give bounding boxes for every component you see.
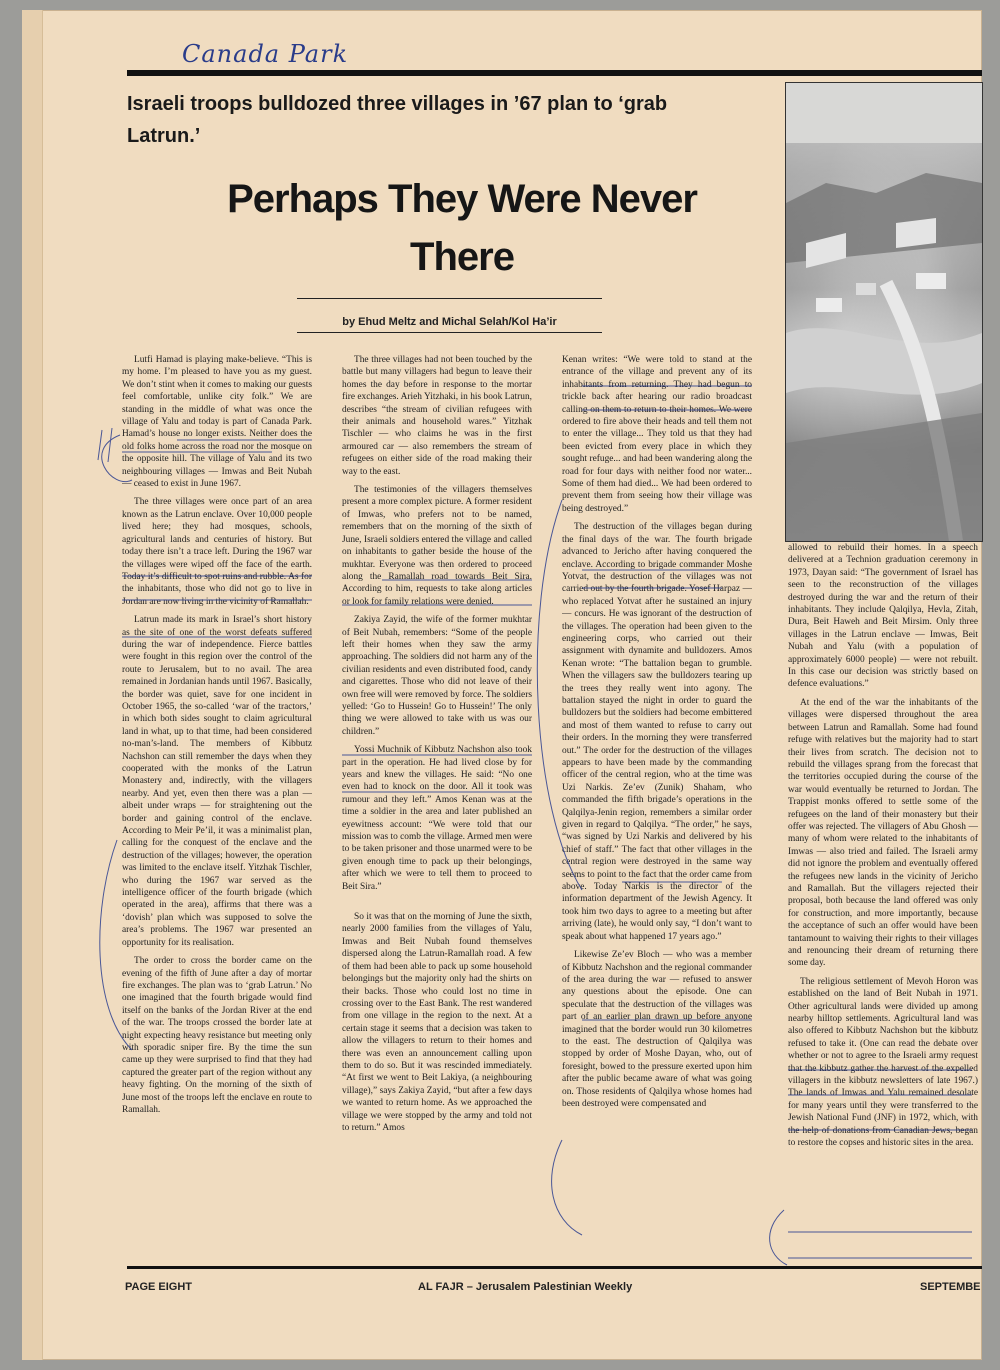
paragraph: Kenan writes: “We were told to stand at the entrance of the village and prevent any of its inhabitants from returning. They had begun to trickle back after hearing our radio broadcast calling on them to return to their homes. We were ordered to fire above their heads and tell them not to enter the village... They told us that they had been evicted from every place in which they sought refuge... and had been wandering along the road for four days with neither food nor water... Some of them had died... We had been ordered to prevent them from seeing how their village was being destroyed.” bbox=[562, 355, 752, 514]
handwritten-note: Canada Park bbox=[182, 40, 349, 68]
bottom-rule bbox=[127, 1266, 982, 1269]
main-headline: Perhaps They Were Never There bbox=[227, 177, 697, 279]
byline-rule-bottom bbox=[297, 332, 602, 333]
article-column-3 bbox=[562, 354, 752, 1274]
footer-page-number: PAGE EIGHT bbox=[125, 1281, 193, 1293]
paragraph: Latrun made its mark in Israel’s short history as the site of one of the worst defeats suffered during the war of independence. Fierce battles were fought in this region over the control of the route to Jerusalem, but to no avail. The area remained in Jordanian hands until 1967. Basically, the border was quiet, save for one incident in October 1965, the so-called ‘war of the tractors,’ in which both sides sought to claim agricultural land in what, up to that time, had been considered no-man’s-land. The members of Kibbutz Nachshon can still remember the days when they cooperated with the monks of the Latrun Monastery and, indirectly, with the villagers nearby. And yet, even then there was a plan — albeit under wraps — for straightening out the border and gaining control of the enclave. According to Meir Pe’il, it was a minimalist plan, calling for the conquest of the enclave and the destruction of the villages; however, the operation was limited to the enclave itself. Yitzhak Tischler, who during the 1967 war served as the intelligence officer of the fourth brigade (which operated in the area), affirms that there was a ‘dovish’ plan which was supposed to solve the area’s problems. The 1967 war presented an opportunity for its realisation. bbox=[122, 615, 312, 948]
paragraph: The testimonies of the villagers themselves present a more complex picture. A former resident of Imwas, who prefers not to be named, remembers that on the morning of the sixth of June, Israeli soldiers entered the village and called on inhabitants to gather beside the house of the mukhtar. Everyone was then ordered to proceed along the Ramallah road towards Beit Sira. According to him, requests to take along articles or look for family relations were denied. bbox=[342, 485, 532, 607]
kicker-headline: Israeli troops bulldozed three villages in ’67 plan to ‘grab Latrun.’ bbox=[127, 93, 668, 147]
paragraph: Lutfi Hamad is playing make-believe. “This is my home. I’m pleased to have you as my guest. We don’t stint when it comes to making our guests feel comfortable, unlike city folk.” We are standing in the middle of what was once the village of Yalu and today is part of Canada Park. Hamad’s house no longer exists. Neither does the old folks home across the road nor the mosque on the opposite hill. The village of Yalu and its two neighbouring villages — Imwas and Beit Nubah — ceased to exist in June 1967. bbox=[122, 355, 312, 490]
paragraph: Zakiya Zayid, the wife of the former mukhtar of Beit Nubah, remembers: “Some of the people left their homes when they saw the army approaching. The soldiers did not harm any of the civilian residents and even distributed food, candy and cigarettes. Those who did not leave of their own free will were removed by force. The soldiers yelled: ‘Go to Hussein! Go to Hussein!’ The only thing we were allowed to take with us was our children.” bbox=[342, 615, 532, 737]
village-photo bbox=[785, 82, 983, 542]
article-column-4 bbox=[788, 542, 978, 1277]
paragraph: The religious settlement of Mevoh Horon was established on the land of Beit Nubah in 1971. Other agricultural lands were divided up among nearby hilltop settlements. Agricultural land was also offered to Kibbutz Nachshon but the kibbutz refused to take it. (One can read the debate over whether or not to agree to the Israeli army request that the kibbutz gather the harvest of the expelled villagers in the kibbutz newsletters of late 1967.) The lands of Imwas and Yalu remained desolate for many years until they were transferred to the Jewish National Fund (JNF) in 1972, which, with the help of donations from Canadian Jews, began to restore the copses and historic sites in the area. bbox=[788, 976, 978, 1149]
paragraph: Likewise Ze’ev Bloch — who was a member of Kibbutz Nachshon and the regional commander of the area during the war — refused to answer any questions about the episode. One can speculate that the destruction of the villages was part of an earlier plan drawn up before anyone imagined that the border would run 30 kilometres to the east. The destruction of Qalqilya was stopped by order of Moshe Dayan, who, out of foresight, bowed to the pressure exerted upon him after the public became aware of what was going on. Those residents of Qalqilya whose homes had been destroyed were compensated and bbox=[562, 950, 752, 1109]
paragraph: The destruction of the villages began during the final days of the war. The fourth brigade advanced to Jericho after having conquered the enclave. According to brigade commander Moshe Yotvat, the destruction of the villages was not carried out by the fourth brigade. Yosef Harpaz — who replaced Yotvat after he sustained an injury — concurs. He was ignorant of the destruction of the villages. The operation had been given to the engineering corps, who carried out their assignment with dynamite and bulldozers. Amos Kenan wrote: “The battalion began to grumble. When the villagers saw the bulldozers tearing up the trees they really went into agony. The battalion stayed the night in order to guard the bulldozers but the soldiers had become embittered and most of them wanted to refuse to carry out their orders. In the morning they were transferred out.” The order for the destruction of the villages appears to have been made by the commanding officer of the central region, who at the time was Uzi Narkis. Ze’ev (Zunik) Shaham, who commanded the fifth brigade’s operations in the Qalqilya-Jenin region, remembers a similar order given in regard to Qalqilya. “The order,” he says, “was signed by Uzi Narkis and delivered by his chief of staff.” The fact that other villages in the central region were destroyed in the same way seems to point to the fact that the order came from above. Today Narkis is the director of the information department of the Jewish Agency. It took him two days to agree to a meeting but after arriving (late), he would only say, “I don’t want to speak about what happened 17 years ago.” bbox=[562, 522, 752, 942]
paragraph: allowed to rebuild their homes. In a speech delivered at a Technion graduation ceremony in 1973, Dayan said: “The government of Israel has seen to the reconstruction of the villages destroyed during the war and the return of their inhabitants. They include Qalqilya, Hevla, Zitah, Dura, Beit Haweh and Beit Mirsim. Only three villages in the Latrun enclave — Imwas, Beit Nubah and Yalu (with a population of approximately 6000 people) — were not rebuilt. In this case our decision was strictly based on defence evaluations.” bbox=[788, 543, 978, 690]
byline: by Ehud Meltz and Michal Selah/Kol Ha’ir bbox=[342, 316, 557, 328]
paragraph: Yossi Muchnik of Kibbutz Nachshon also took part in the operation. He had lived close by for years and knew the villages. He said: “No one even had to knock on the door. All it took was rumour and they left.” Amos Kenan was at the time a soldier in the area and later published an eyewitness account: “We were told that our mission was to comb the village. Armed men were to be taken prisoner and those unarmed were to be given enough time to pack up their belongings, after which we were to tell them to proceed to Beit Sira.” bbox=[342, 745, 532, 892]
paragraph: The order to cross the border came on the evening of the fifth of June after a day of mortar fire exchanges. The plan was to ‘grab Latrun.’ No one imagined that the fourth brigade would find itself on the banks of the Jordan River at the end of the war. The troops crossed the border late at night expecting heavy resistance but meeting only with sporadic sniper fire. By the time the sun came up they were surprised to find that they had captured the greater part of the region without any heavy fighting. On the morning of the sixth of June most of the troops left the enclave en route to Ramallah. bbox=[122, 956, 312, 1115]
paragraph: So it was that on the morning of June the sixth, nearly 2000 families from the villages of Yalu, Imwas and Beit Nubah found themselves dispersed along the Latrun-Ramallah road. A few of them had been able to pack up some household belongings but the majority only had the shirts on their backs. Those who could lost no time in crossing over to the East Bank. The rest wandered from one village in the region to the next. At a certain stage it seems that a decision was taken to allow the villagers to return to their homes and there was even an announcement calling upon them to do so. But it was rescinded immediately. “At first we went to Beit Lakiya, (a neighbouring village),” says Zakiya Zayid, “but after a few days we wanted to return home. As we approached the village we were stopped by the army and told not to return.” Amos bbox=[342, 912, 532, 1133]
top-rule bbox=[127, 70, 982, 76]
paragraph: The three villages had not been touched by the battle but many villagers had begun to leave their homes the day before in response to the mortar fire exchanges. Arieh Yitzhaki, in his book Latrun, describes “the stream of civilian refugees with their animals and household wares.” Yitzhak Tischler — who claims he was in the first armoured car — also remembers the stream of refugees on either side of the road making their way to the east. bbox=[342, 355, 532, 477]
article-column-2 bbox=[342, 354, 532, 1274]
footer-date: SEPTEMBE bbox=[920, 1281, 981, 1293]
paragraph: At the end of the war the inhabitants of the villages were dispersed throughout the area between Latrun and Ramallah. Some had found refuge with relatives but the majority had to start their lives from scratch. The decision not to rebuild the villages sprang from the forecast that the territories occupied during the course of the war would eventually be returned to Jordan. The Trappist monks offered to settle some of the refugees on the land of their monastery but their offer was rejected. The villagers of Abu Ghosh — many of whom were related to the inhabitants of Imwas — also tried and failed. The Israeli army did not ignore the problem and eventually offered the refugees new lands in the vicinity of Jericho and Ramallah. But the villagers rejected their proposal, both because the land offered was only for construction, and more importantly, because the acceptance of such an offer would have been tantamount to waiving their rights to their villages and renouncing their dream of returning there some day. bbox=[788, 697, 978, 969]
page-edge-strip bbox=[22, 10, 43, 1360]
newspaper-page bbox=[22, 10, 982, 1360]
byline-rule-top bbox=[297, 298, 602, 299]
article-column-1 bbox=[122, 354, 312, 1274]
footer-publication: AL FAJR – Jerusalem Palestinian Weekly bbox=[418, 1281, 633, 1293]
paragraph: The three villages were once part of an area known as the Latrun enclave. Over 10,000 people lived here; they had mosques, schools, agricultural lands and centuries of history. But today there isn’t a trace left. During the 1967 war the villages were wiped off the face of the earth. Today it’s difficult to spot ruins and rubble. As for the inhabitants, those who did not go to live in Jordan are now living in the vicinity of Ramallah. bbox=[122, 497, 312, 607]
